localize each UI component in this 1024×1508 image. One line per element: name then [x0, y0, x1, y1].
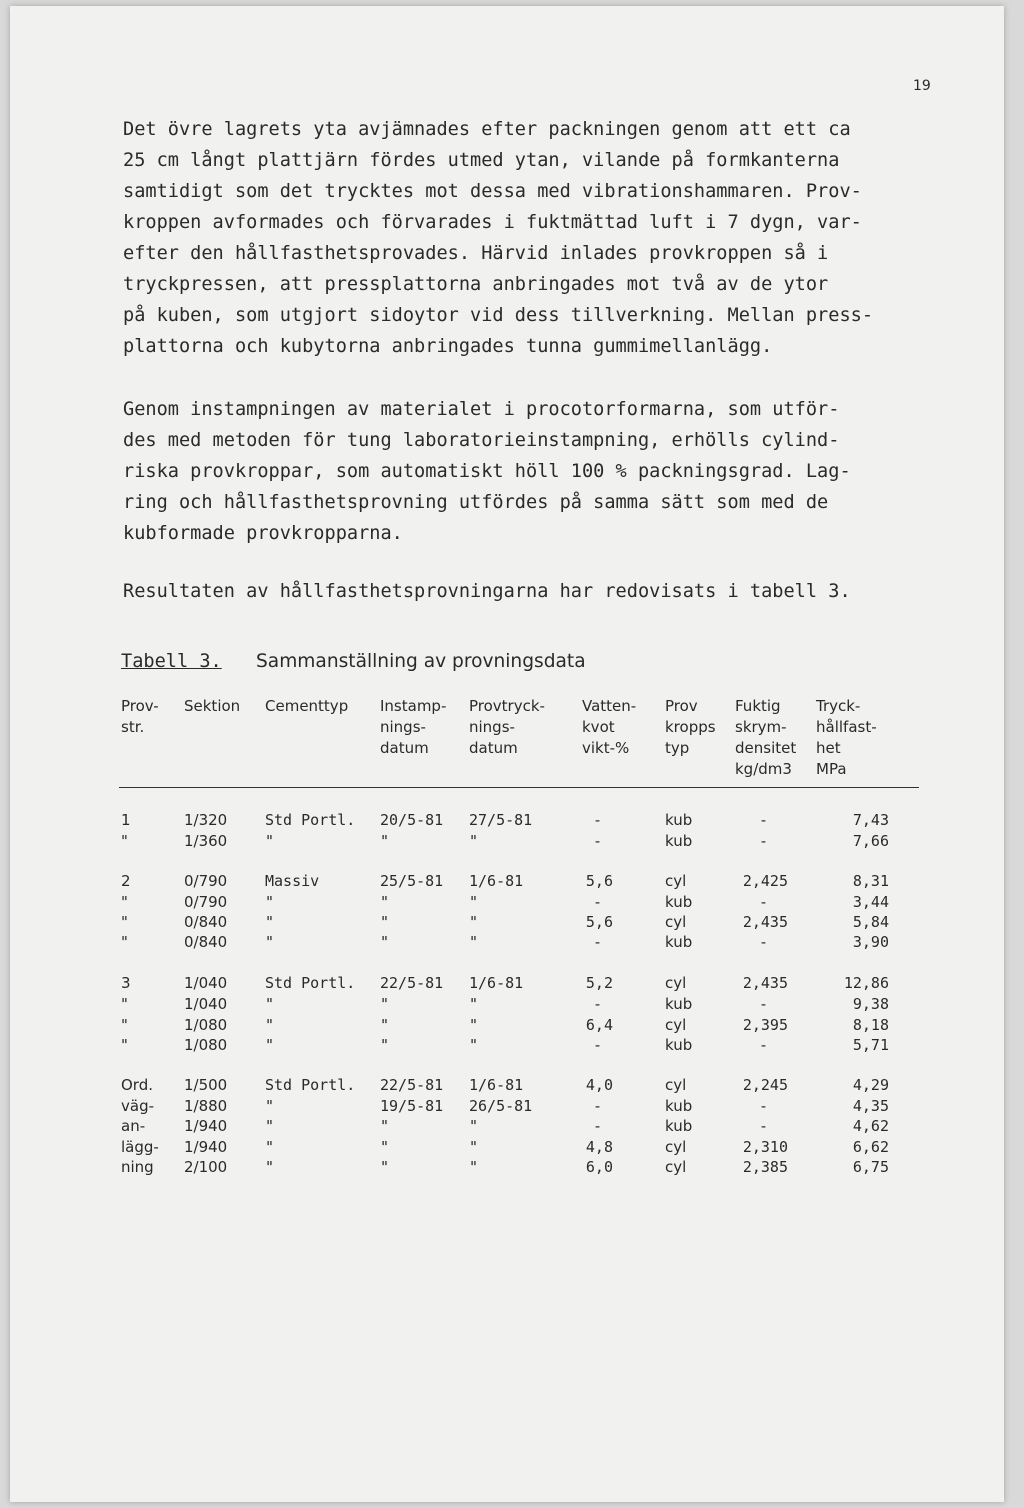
cell-provtrycksdatum: 1/6-81 [469, 872, 524, 890]
cell-prov-str: Ord. [121, 1076, 153, 1094]
cell-instampningsdatum: 20/5-81 [380, 811, 444, 829]
cell-vattenkvot: 6,0 [585, 1158, 613, 1176]
header-cementtyp: Cementtyp [265, 697, 349, 715]
cell-provkroppstyp: cyl [665, 1138, 687, 1156]
cell-tryckhallfasthet: 12,86 [843, 974, 889, 992]
cell-instampningsdatum: " [380, 1117, 390, 1135]
cell-tryckhallfasthet: 4,29 [852, 1076, 889, 1094]
cell-sektion: 1/500 [184, 1076, 228, 1094]
cell-sektion: 2/100 [184, 1158, 228, 1176]
cell-sektion: 0/840 [184, 933, 228, 951]
cell-cementtyp: " [265, 832, 275, 850]
cell-provtrycksdatum: 27/5-81 [469, 811, 533, 829]
cell-prov-str: " [121, 933, 128, 951]
table-header-rule [119, 787, 919, 788]
cell-vattenkvot: 5,2 [585, 974, 613, 992]
cell-provtrycksdatum: " [469, 913, 479, 931]
cell-vattenkvot: - [593, 1036, 603, 1054]
cell-tryckhallfasthet: 5,84 [852, 913, 889, 931]
cell-tryckhallfasthet: 3,90 [852, 933, 889, 951]
cell-tryckhallfasthet: 9,38 [852, 995, 889, 1013]
cell-tryckhallfasthet: 7,43 [852, 811, 889, 829]
cell-provtrycksdatum: " [469, 1016, 479, 1034]
cell-cementtyp: Std Portl. [265, 811, 356, 829]
cell-sektion: 0/790 [184, 872, 228, 890]
cell-instampningsdatum: 19/5-81 [380, 1097, 444, 1115]
table-title: Sammanställning av provningsdata [256, 651, 586, 672]
cell-prov-str: väg- [121, 1097, 155, 1115]
cell-provkroppstyp: cyl [665, 913, 687, 931]
cell-cementtyp: " [265, 1117, 275, 1135]
cell-provkroppstyp: cyl [665, 974, 687, 992]
cell-sektion: 0/790 [184, 893, 228, 911]
cell-tryckhallfasthet: 7,66 [852, 832, 889, 850]
cell-provtrycksdatum: 1/6-81 [469, 974, 524, 992]
cell-sektion: 1/320 [184, 811, 228, 829]
cell-provtrycksdatum: 26/5-81 [469, 1097, 533, 1115]
cell-fuktig-skrymdensitet: - [759, 995, 769, 1013]
cell-cementtyp: " [265, 1158, 275, 1176]
cell-fuktig-skrymdensitet: - [759, 933, 769, 951]
cell-prov-str: " [121, 832, 128, 850]
cell-instampningsdatum: " [380, 933, 390, 951]
paragraph-2: Genom instampningen av materialet i procotorformarna, som utför- des med metoden för tung laboratorieinstampning, erhölls cylind- riska provkroppar, som automatiskt höll 100 % packningsgrad. Lag- ring och hållfasthetsprovning utfördes på samma sätt som med de kubformade provkropparna. [123, 399, 851, 544]
cell-instampningsdatum: " [380, 1158, 390, 1176]
cell-vattenkvot: 6,4 [585, 1016, 613, 1034]
cell-provkroppstyp: cyl [665, 1016, 687, 1034]
cell-tryckhallfasthet: 8,18 [852, 1016, 889, 1034]
cell-fuktig-skrymdensitet: 2,395 [742, 1016, 788, 1034]
cell-provtrycksdatum: " [469, 832, 479, 850]
header-tryckhallfasthet: Tryck- hållfast- het MPa [816, 697, 877, 778]
cell-prov-str: an- [121, 1117, 146, 1135]
cell-sektion: 1/880 [184, 1097, 228, 1115]
cell-provkroppstyp: kub [665, 893, 693, 911]
cell-prov-str: " [121, 893, 128, 911]
cell-instampningsdatum: " [380, 1138, 390, 1156]
cell-tryckhallfasthet: 4,35 [852, 1097, 889, 1115]
cell-vattenkvot: 4,8 [585, 1138, 613, 1156]
cell-tryckhallfasthet: 5,71 [852, 1036, 889, 1054]
cell-provtrycksdatum: " [469, 1117, 479, 1135]
cell-provtrycksdatum: " [469, 933, 479, 951]
cell-prov-str: " [121, 995, 128, 1013]
cell-provkroppstyp: kub [665, 1117, 693, 1135]
cell-tryckhallfasthet: 6,75 [852, 1158, 889, 1176]
cell-provkroppstyp: cyl [665, 1158, 687, 1176]
cell-tryckhallfasthet: 8,31 [852, 872, 889, 890]
cell-instampningsdatum: " [380, 893, 390, 911]
header-instampningsdatum: Instamp- nings- datum [380, 697, 447, 757]
cell-fuktig-skrymdensitet: - [759, 893, 769, 911]
table-label: Tabell 3. [121, 651, 222, 672]
cell-tryckhallfasthet: 3,44 [852, 893, 889, 911]
cell-provkroppstyp: kub [665, 832, 693, 850]
cell-sektion: 1/940 [184, 1138, 228, 1156]
cell-vattenkvot: - [593, 933, 603, 951]
header-fuktig-skrymdensitet: Fuktig skrym- densitet kg/dm3 [735, 697, 797, 778]
cell-vattenkvot: - [593, 811, 603, 829]
cell-fuktig-skrymdensitet: - [759, 1097, 769, 1115]
cell-instampningsdatum: 22/5-81 [380, 974, 444, 992]
cell-cementtyp: " [265, 1097, 275, 1115]
cell-cementtyp: Std Portl. [265, 974, 356, 992]
cell-fuktig-skrymdensitet: 2,310 [742, 1138, 788, 1156]
cell-cementtyp: " [265, 1016, 275, 1034]
cell-sektion: 1/080 [184, 1016, 228, 1034]
cell-fuktig-skrymdensitet: - [759, 832, 769, 850]
cell-instampningsdatum: " [380, 913, 390, 931]
cell-vattenkvot: 5,6 [585, 913, 613, 931]
header-provtrycksdatum: Provtryck- nings- datum [469, 697, 545, 757]
cell-cementtyp: " [265, 1138, 275, 1156]
cell-cementtyp: " [265, 913, 275, 931]
cell-provtrycksdatum: " [469, 1158, 479, 1176]
cell-provtrycksdatum: " [469, 1036, 479, 1054]
cell-prov-str: " [121, 1036, 128, 1054]
cell-provtrycksdatum: " [469, 893, 479, 911]
cell-provkroppstyp: cyl [665, 1076, 687, 1094]
header-prov-str: Prov- str. [121, 697, 159, 736]
cell-prov-str: lägg- [121, 1138, 159, 1156]
cell-prov-str: 1 [121, 811, 131, 829]
cell-prov-str: ning [121, 1158, 154, 1176]
cell-prov-str: 3 [121, 974, 131, 992]
cell-tryckhallfasthet: 4,62 [852, 1117, 889, 1135]
cell-provkroppstyp: kub [665, 1036, 693, 1054]
cell-vattenkvot: - [593, 995, 603, 1013]
cell-fuktig-skrymdensitet: 2,245 [742, 1076, 788, 1094]
cell-provtrycksdatum: " [469, 1138, 479, 1156]
cell-prov-str: " [121, 1016, 128, 1034]
cell-sektion: 1/040 [184, 995, 228, 1013]
cell-instampningsdatum: " [380, 1036, 390, 1054]
cell-sektion: 1/040 [184, 974, 228, 992]
cell-fuktig-skrymdensitet: 2,385 [742, 1158, 788, 1176]
cell-vattenkvot: - [593, 1097, 603, 1115]
header-vattenkvot: Vatten- kvot vikt-% [582, 697, 637, 757]
cell-vattenkvot: 5,6 [585, 872, 613, 890]
cell-provkroppstyp: kub [665, 995, 693, 1013]
cell-prov-str: 2 [121, 872, 131, 890]
cell-sektion: 1/360 [184, 832, 228, 850]
cell-instampningsdatum: 22/5-81 [380, 1076, 444, 1094]
cell-provkroppstyp: cyl [665, 872, 687, 890]
cell-vattenkvot: - [593, 1117, 603, 1135]
cell-cementtyp: Std Portl. [265, 1076, 356, 1094]
cell-cementtyp: " [265, 1036, 275, 1054]
cell-fuktig-skrymdensitet: 2,435 [742, 913, 788, 931]
cell-tryckhallfasthet: 6,62 [852, 1138, 889, 1156]
cell-cementtyp: " [265, 933, 275, 951]
cell-fuktig-skrymdensitet: - [759, 1036, 769, 1054]
cell-cementtyp: " [265, 893, 275, 911]
cell-instampningsdatum: " [380, 1016, 390, 1034]
cell-fuktig-skrymdensitet: 2,435 [742, 974, 788, 992]
paragraph-3: Resultaten av hållfasthetsprovningarna har redovisats i tabell 3. [123, 581, 851, 602]
cell-provkroppstyp: kub [665, 1097, 693, 1115]
cell-instampningsdatum: 25/5-81 [380, 872, 444, 890]
cell-provkroppstyp: kub [665, 811, 693, 829]
cell-provtrycksdatum: " [469, 995, 479, 1013]
cell-vattenkvot: - [593, 832, 603, 850]
cell-sektion: 0/840 [184, 913, 228, 931]
header-provkroppstyp: Prov kropps typ [665, 697, 716, 757]
cell-provkroppstyp: kub [665, 933, 693, 951]
cell-fuktig-skrymdensitet: - [759, 1117, 769, 1135]
cell-instampningsdatum: " [380, 832, 390, 850]
cell-prov-str: " [121, 913, 128, 931]
cell-vattenkvot: 4,0 [585, 1076, 613, 1094]
cell-cementtyp: Massiv [265, 872, 320, 890]
page-number: 19 [913, 78, 931, 94]
header-sektion: Sektion [184, 697, 241, 715]
cell-fuktig-skrymdensitet: - [759, 811, 769, 829]
cell-sektion: 1/080 [184, 1036, 228, 1054]
paragraph-1: Det övre lagrets yta avjämnades efter packningen genom att ett ca 25 cm långt plattjärn fördes utmed ytan, vilande på formkanterna samtidigt som det trycktes mot dessa med vibrationshammaren. Prov- kroppen avformades och förvarades i fuktmättad luft i 7 dygn, var- efter den hållfasthetsprovades. Härvid inlades provkroppen så i tryckpressen, att pressplattorna anbringades mot två av de ytor på kuben, som utgjort sidoytor vid dess tillverkning. Mellan press- plattorna och kubytorna anbringades tunna gummimellanlägg. [123, 119, 874, 357]
cell-fuktig-skrymdensitet: 2,425 [742, 872, 788, 890]
cell-instampningsdatum: " [380, 995, 390, 1013]
cell-provtrycksdatum: 1/6-81 [469, 1076, 524, 1094]
cell-cementtyp: " [265, 995, 275, 1013]
cell-vattenkvot: - [593, 893, 603, 911]
cell-sektion: 1/940 [184, 1117, 228, 1135]
